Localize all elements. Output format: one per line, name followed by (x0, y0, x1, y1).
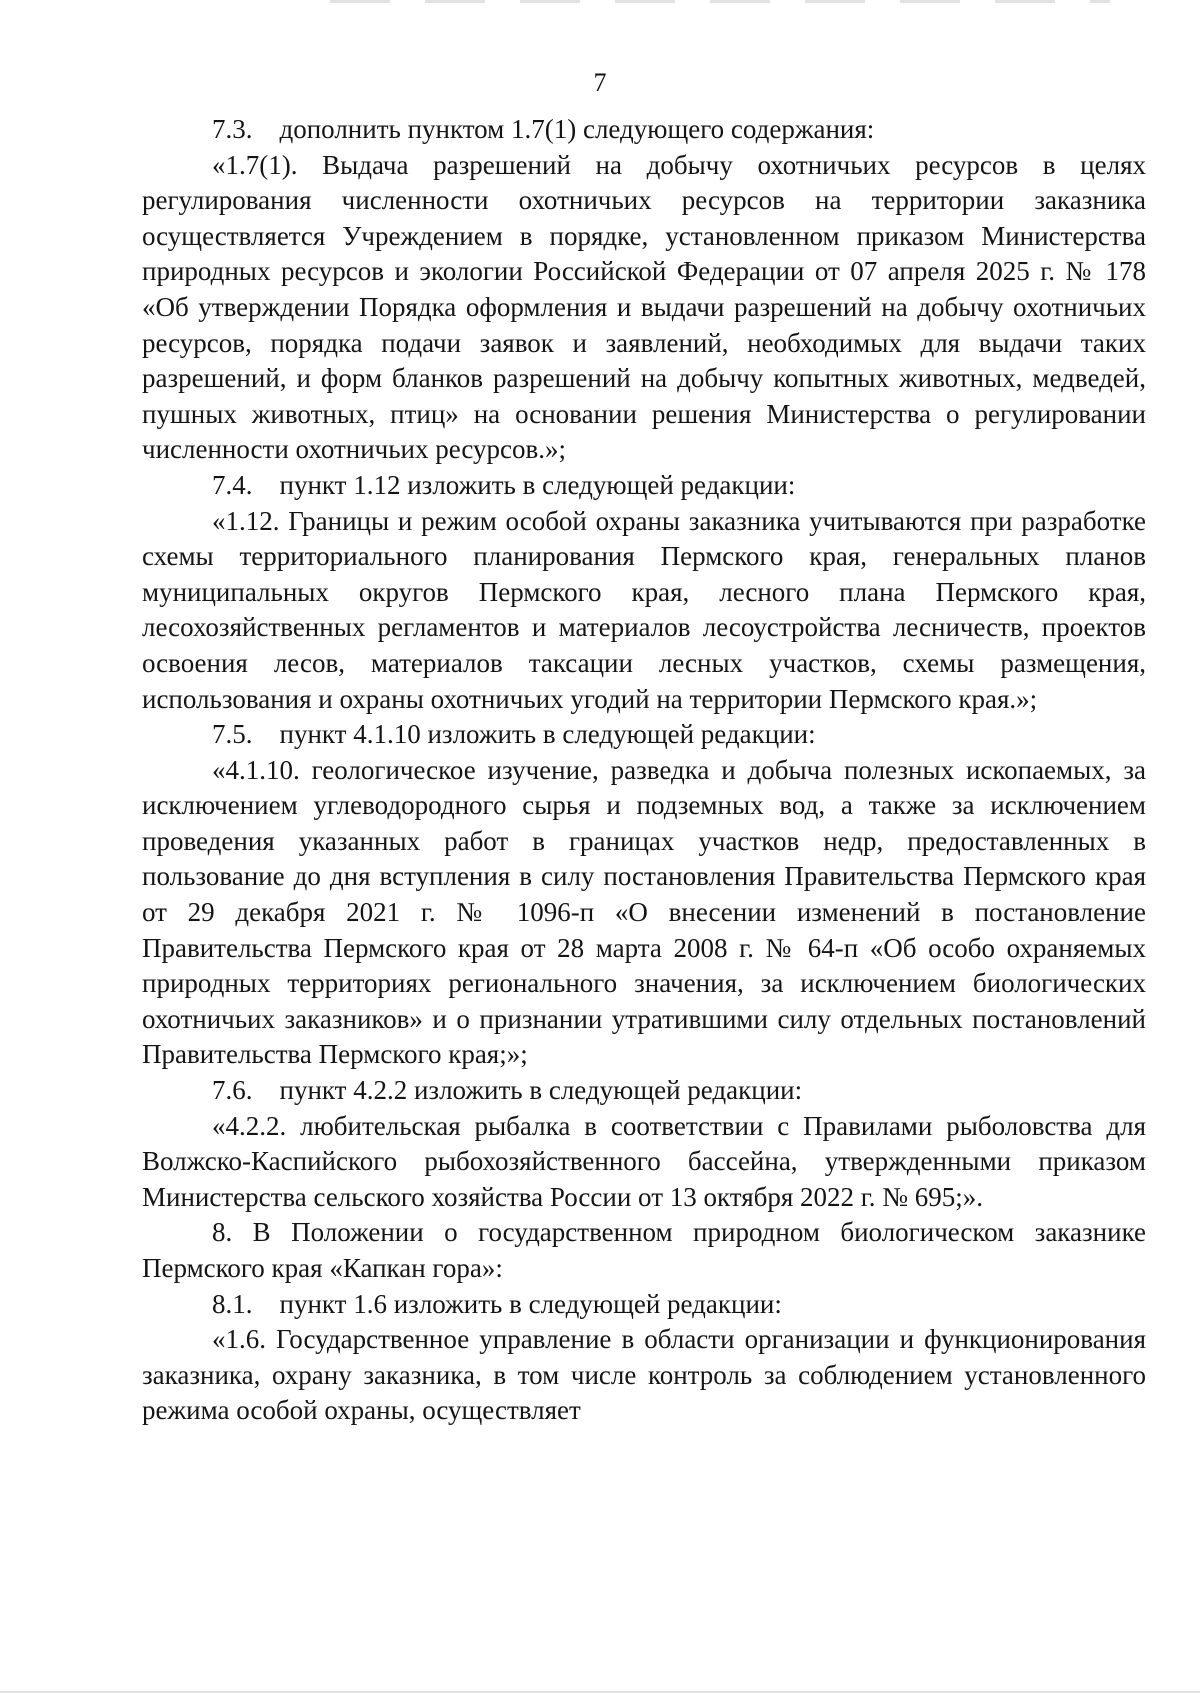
paragraph-8-1: 8.1. пункт 1.6 изложить в следующей редакции: (212, 1288, 782, 1319)
paragraph-1-6: «1.6. Государственное управление в области организации и функционирования заказника, охрану заказника, в том числе контроль за соблюдением установленного режима особой охраны, осуществляет (142, 1324, 1146, 1426)
document-body (142, 112, 1146, 1429)
paragraph-7-3: 7.3. дополнить пунктом 1.7(1) следующего содержания: (212, 114, 875, 144)
paragraph-4-2-2: «4.2.2. любительская рыбалка в соответствии с Правилами рыболовства для Волжско-Каспийского рыбохозяйственного бассейна, утвержденными приказом Министерства сельского хозяйства России от 13 октября 2022 г. № 695;». (142, 1110, 1146, 1212)
paragraph-8: 8. В Положении о государственном природном биологическом заказнике Пермского края «Капкан гора»: (142, 1217, 1146, 1283)
paragraph-7-5: 7.5. пункт 4.1.10 изложить в следующей редакции: (212, 719, 816, 750)
paragraph-7-6: 7.6. пункт 4.2.2 изложить в следующей редакции: (212, 1075, 803, 1106)
scan-edge-top (330, 0, 1110, 3)
paragraph-7-4: 7.4. пункт 1.12 изложить в следующей редакции: (212, 469, 796, 500)
paragraph-1-7-1: «1.7(1). Выдача разрешений на добычу охотничьих ресурсов в целях регулирования численности охотничьих ресурсов на территории заказника осуществляется Учреждением в порядке, установленном приказом Министерства природных ресурсов и экологии Российской Федерации от 07 апреля 2025 г. № 178 «Об утверждении Порядка оформления и выдачи разрешений на добычу охотничьих ресурсов, порядка подачи заявок и заявлений, необходимых для выдачи таких разрешений, и форм бланков разрешений на добычу копытных животных, медведей, пушных животных, птиц» на основании решения Министерства о регулировании численности охотничьих ресурсов.»; (142, 149, 1146, 465)
paragraph-4-1-10: «4.1.10. геологическое изучение, разведка и добыча полезных ископаемых, за исключением углеводородного сырья и подземных вод, а также за исключением проведения указанных работ в границах участков недр, предоставленных в пользование до дня вступления в силу постановления Правительства Пермского края от 29 декабря 2021 г. № 1096-п «О внесении изменений в постановление Правительства Пермского края от 28 марта 2008 г. № 64-п «Об особо охраняемых природных территориях регионального значения, за исключением биологических охотничьих заказников» и о признании утратившими силу отдельных постановлений Правительства Пермского края;»; (142, 754, 1146, 1070)
paragraph-1-12: «1.12. Границы и режим особой охраны заказника учитываются при разработке схемы территориального планирования Пермского края, генеральных планов муниципальных округов Пермского края, лесного плана Пермского края, лесохозяйственных регламентов и материалов лесоустройства лесничеств, проектов освоения лесов, материалов таксации лесных участков, схемы размещения, использования и охраны охотничьих угодий на территории Пермского края.»; (142, 505, 1146, 714)
page-number: 7 (593, 68, 607, 97)
